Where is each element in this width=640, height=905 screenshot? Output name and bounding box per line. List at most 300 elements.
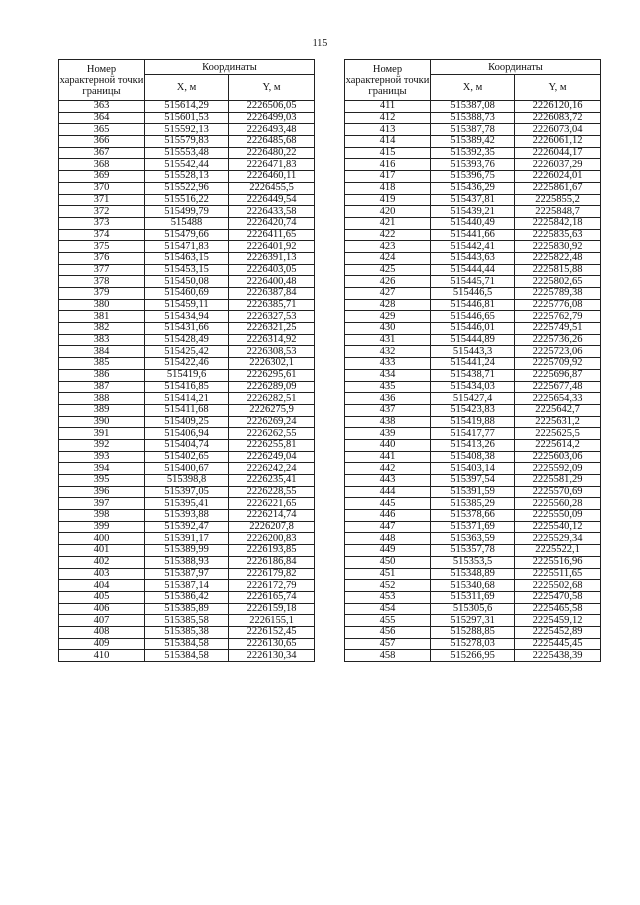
x-coordinate-cell: 515446,65	[431, 311, 515, 323]
y-coordinate-cell: 2226282,51	[229, 393, 315, 405]
table-row	[59, 147, 315, 159]
point-number-cell: 373	[59, 217, 145, 229]
x-coordinate-cell: 515406,94	[145, 428, 229, 440]
y-header: Y, м	[229, 75, 315, 101]
point-number-cell: 389	[59, 404, 145, 416]
table-row	[345, 264, 601, 276]
point-number-cell: 378	[59, 276, 145, 288]
table-row	[59, 568, 315, 580]
x-coordinate-cell: 515416,85	[145, 381, 229, 393]
table-row	[59, 136, 315, 148]
point-number-cell: 365	[59, 124, 145, 136]
point-number-cell: 448	[345, 533, 431, 545]
table-row	[345, 451, 601, 463]
table-row	[345, 112, 601, 124]
y-coordinate-cell: 2225459,12	[515, 615, 601, 627]
y-coordinate-cell: 2225723,06	[515, 346, 601, 358]
table-row	[59, 323, 315, 335]
point-number-cell: 414	[345, 136, 431, 148]
y-coordinate-cell: 2226400,48	[229, 276, 315, 288]
point-number-cell: 418	[345, 182, 431, 194]
point-number-cell: 377	[59, 264, 145, 276]
point-number-cell: 397	[59, 498, 145, 510]
table-row	[345, 101, 601, 113]
x-coordinate-cell: 515391,59	[431, 486, 515, 498]
table-row	[345, 591, 601, 603]
table-row	[345, 626, 601, 638]
x-coordinate-cell: 515409,25	[145, 416, 229, 428]
y-coordinate-cell: 2226255,81	[229, 439, 315, 451]
y-coordinate-cell: 2226433,58	[229, 206, 315, 218]
y-coordinate-cell: 2225776,08	[515, 299, 601, 311]
table-row	[345, 568, 601, 580]
table-row	[345, 556, 601, 568]
table-row	[59, 334, 315, 346]
y-coordinate-cell: 2226420,74	[229, 217, 315, 229]
x-coordinate-cell: 515385,38	[145, 626, 229, 638]
y-coordinate-cell: 2226221,65	[229, 498, 315, 510]
point-number-cell: 434	[345, 369, 431, 381]
y-coordinate-cell: 2225603,06	[515, 451, 601, 463]
point-number-cell: 425	[345, 264, 431, 276]
y-coordinate-cell: 2226152,45	[229, 626, 315, 638]
point-number-cell: 416	[345, 159, 431, 171]
x-coordinate-cell: 515389,99	[145, 545, 229, 557]
x-coordinate-cell: 515363,59	[431, 533, 515, 545]
table-row	[345, 311, 601, 323]
x-coordinate-cell: 515340,68	[431, 580, 515, 592]
x-coordinate-cell: 515425,42	[145, 346, 229, 358]
y-coordinate-cell: 2225560,28	[515, 498, 601, 510]
y-coordinate-cell: 2225550,09	[515, 510, 601, 522]
table-row	[59, 264, 315, 276]
table-row	[59, 369, 315, 381]
point-number-cell: 430	[345, 323, 431, 335]
table-row	[345, 615, 601, 627]
y-coordinate-cell: 2225529,34	[515, 533, 601, 545]
table-row	[345, 498, 601, 510]
table-row	[59, 217, 315, 229]
point-number-cell: 442	[345, 463, 431, 475]
x-coordinate-cell: 515297,31	[431, 615, 515, 627]
y-coordinate-cell: 2226289,09	[229, 381, 315, 393]
point-number-cell: 440	[345, 439, 431, 451]
point-number-cell: 419	[345, 194, 431, 206]
x-coordinate-cell: 515446,5	[431, 288, 515, 300]
point-number-cell: 363	[59, 101, 145, 113]
table-row	[59, 358, 315, 370]
point-number-cell: 447	[345, 521, 431, 533]
x-coordinate-cell: 515388,93	[145, 556, 229, 568]
x-coordinate-cell: 515371,69	[431, 521, 515, 533]
point-number-cell: 431	[345, 334, 431, 346]
y-coordinate-cell: 2225736,26	[515, 334, 601, 346]
point-number-cell: 405	[59, 591, 145, 603]
y-coordinate-cell: 2226401,92	[229, 241, 315, 253]
y-coordinate-cell: 2226249,04	[229, 451, 315, 463]
x-coordinate-cell: 515614,29	[145, 101, 229, 113]
y-coordinate-cell: 2225642,7	[515, 404, 601, 416]
table-row	[59, 475, 315, 487]
table-row	[59, 112, 315, 124]
table-row	[345, 650, 601, 662]
y-coordinate-cell: 2225465,58	[515, 603, 601, 615]
point-number-cell: 384	[59, 346, 145, 358]
x-coordinate-cell: 515459,11	[145, 299, 229, 311]
x-coordinate-cell: 515387,97	[145, 568, 229, 580]
table-row	[345, 580, 601, 592]
x-coordinate-cell: 515444,44	[431, 264, 515, 276]
table-row	[345, 533, 601, 545]
x-coordinate-cell: 515439,21	[431, 206, 515, 218]
point-number-cell: 374	[59, 229, 145, 241]
x-coordinate-cell: 515395,41	[145, 498, 229, 510]
y-coordinate-cell: 2226471,83	[229, 159, 315, 171]
point-number-cell: 444	[345, 486, 431, 498]
y-coordinate-cell: 2226269,24	[229, 416, 315, 428]
y-coordinate-cell: 2225861,67	[515, 182, 601, 194]
table-row	[345, 252, 601, 264]
table-row	[345, 334, 601, 346]
y-coordinate-cell: 2226411,65	[229, 229, 315, 241]
y-coordinate-cell: 2226179,82	[229, 568, 315, 580]
y-coordinate-cell: 2226200,83	[229, 533, 315, 545]
point-number-cell: 407	[59, 615, 145, 627]
y-coordinate-cell: 2226155,1	[229, 615, 315, 627]
x-coordinate-cell: 515442,41	[431, 241, 515, 253]
table-row	[345, 416, 601, 428]
y-coordinate-cell: 2226302,1	[229, 358, 315, 370]
point-number-cell: 443	[345, 475, 431, 487]
y-coordinate-cell: 2225522,1	[515, 545, 601, 557]
point-number-cell: 424	[345, 252, 431, 264]
x-coordinate-cell: 515388,73	[431, 112, 515, 124]
x-coordinate-cell: 515471,83	[145, 241, 229, 253]
point-number-cell: 408	[59, 626, 145, 638]
point-number-cell: 450	[345, 556, 431, 568]
x-coordinate-cell: 515404,74	[145, 439, 229, 451]
table-row	[345, 171, 601, 183]
y-coordinate-cell: 2225452,89	[515, 626, 601, 638]
point-number-cell: 370	[59, 182, 145, 194]
point-number-cell: 404	[59, 580, 145, 592]
x-coordinate-cell: 515440,49	[431, 217, 515, 229]
y-coordinate-cell: 2226214,74	[229, 510, 315, 522]
x-coordinate-cell: 515460,69	[145, 288, 229, 300]
y-coordinate-cell: 2226207,8	[229, 521, 315, 533]
table-row	[59, 241, 315, 253]
y-coordinate-cell: 2225470,58	[515, 591, 601, 603]
point-number-cell: 368	[59, 159, 145, 171]
x-coordinate-cell: 515479,66	[145, 229, 229, 241]
y-coordinate-cell: 2225570,69	[515, 486, 601, 498]
x-coordinate-cell: 515392,47	[145, 521, 229, 533]
point-number-cell: 396	[59, 486, 145, 498]
point-number-cell: 393	[59, 451, 145, 463]
table-row	[345, 159, 601, 171]
y-coordinate-cell: 2225581,29	[515, 475, 601, 487]
table-body	[59, 101, 315, 662]
x-coordinate-cell: 515389,42	[431, 136, 515, 148]
x-coordinate-cell: 515443,63	[431, 252, 515, 264]
x-coordinate-cell: 515387,78	[431, 124, 515, 136]
y-coordinate-cell: 2226493,48	[229, 124, 315, 136]
x-coordinate-cell: 515422,46	[145, 358, 229, 370]
point-number-cell: 392	[59, 439, 145, 451]
x-coordinate-cell: 515392,35	[431, 147, 515, 159]
y-coordinate-cell: 2226327,53	[229, 311, 315, 323]
table-row	[59, 404, 315, 416]
table-row	[59, 545, 315, 557]
table-row	[345, 463, 601, 475]
table-row	[345, 475, 601, 487]
x-coordinate-cell: 515386,42	[145, 591, 229, 603]
table-row	[59, 650, 315, 662]
x-coordinate-cell: 515592,13	[145, 124, 229, 136]
x-header: X, м	[145, 75, 229, 101]
y-coordinate-cell: 2226391,13	[229, 252, 315, 264]
point-number-cell: 451	[345, 568, 431, 580]
x-coordinate-cell: 515414,21	[145, 393, 229, 405]
y-coordinate-cell: 2225789,38	[515, 288, 601, 300]
table-row	[345, 124, 601, 136]
y-coordinate-cell: 2226120,16	[515, 101, 601, 113]
y-coordinate-cell: 2226186,84	[229, 556, 315, 568]
point-number-cell: 400	[59, 533, 145, 545]
x-coordinate-cell: 515419,6	[145, 369, 229, 381]
point-number-cell: 452	[345, 580, 431, 592]
x-coordinate-cell: 515378,66	[431, 510, 515, 522]
table-row	[59, 638, 315, 650]
point-number-cell: 380	[59, 299, 145, 311]
y-coordinate-cell: 2225855,2	[515, 194, 601, 206]
table-row	[345, 369, 601, 381]
x-coordinate-cell: 515453,15	[145, 264, 229, 276]
table-row	[345, 486, 601, 498]
x-coordinate-cell: 515397,05	[145, 486, 229, 498]
x-coordinate-cell: 515434,94	[145, 311, 229, 323]
table-row	[345, 439, 601, 451]
point-number-cell: 428	[345, 299, 431, 311]
point-number-cell: 454	[345, 603, 431, 615]
table-row	[345, 299, 601, 311]
y-coordinate-cell: 2226449,54	[229, 194, 315, 206]
table-row	[59, 521, 315, 533]
y-coordinate-cell: 2225842,18	[515, 217, 601, 229]
table-row	[345, 404, 601, 416]
x-coordinate-cell: 515528,13	[145, 171, 229, 183]
table-row	[345, 393, 601, 405]
y-coordinate-cell: 2225830,92	[515, 241, 601, 253]
point-number-cell: 381	[59, 311, 145, 323]
x-coordinate-cell: 515398,8	[145, 475, 229, 487]
x-coordinate-cell: 515417,77	[431, 428, 515, 440]
table-row	[345, 229, 601, 241]
point-number-cell: 449	[345, 545, 431, 557]
x-coordinate-cell: 515443,3	[431, 346, 515, 358]
table-row	[345, 147, 601, 159]
point-number-cell: 427	[345, 288, 431, 300]
y-coordinate-cell: 2225709,92	[515, 358, 601, 370]
point-number-cell: 429	[345, 311, 431, 323]
point-number-cell: 420	[345, 206, 431, 218]
x-coordinate-cell: 515579,83	[145, 136, 229, 148]
x-coordinate-cell: 515444,89	[431, 334, 515, 346]
point-number-cell: 379	[59, 288, 145, 300]
table-row	[59, 276, 315, 288]
y-coordinate-cell: 2226228,55	[229, 486, 315, 498]
y-coordinate-cell: 2225592,09	[515, 463, 601, 475]
table-row	[59, 252, 315, 264]
table-row	[59, 101, 315, 113]
table-row	[59, 556, 315, 568]
y-coordinate-cell: 2226308,53	[229, 346, 315, 358]
point-number-cell: 372	[59, 206, 145, 218]
x-coordinate-cell: 515434,03	[431, 381, 515, 393]
point-number-cell: 403	[59, 568, 145, 580]
y-coordinate-cell: 2225445,45	[515, 638, 601, 650]
x-coordinate-cell: 515348,89	[431, 568, 515, 580]
table-row	[59, 393, 315, 405]
point-number-cell: 423	[345, 241, 431, 253]
x-coordinate-cell: 515393,88	[145, 510, 229, 522]
table-row	[345, 241, 601, 253]
x-coordinate-cell: 515387,14	[145, 580, 229, 592]
y-coordinate-cell: 2226460,11	[229, 171, 315, 183]
point-number-header: Номер характерной точки границы	[59, 60, 145, 101]
point-number-cell: 412	[345, 112, 431, 124]
y-coordinate-cell: 2226480,22	[229, 147, 315, 159]
y-coordinate-cell: 2225540,12	[515, 521, 601, 533]
y-coordinate-cell: 2226321,25	[229, 323, 315, 335]
x-coordinate-cell: 515441,66	[431, 229, 515, 241]
x-coordinate-cell: 515305,6	[431, 603, 515, 615]
table-row	[345, 346, 601, 358]
table-row	[345, 603, 601, 615]
y-coordinate-cell: 2226130,65	[229, 638, 315, 650]
table-row	[59, 381, 315, 393]
y-coordinate-cell: 2225822,48	[515, 252, 601, 264]
point-number-cell: 436	[345, 393, 431, 405]
y-coordinate-cell: 2226024,01	[515, 171, 601, 183]
point-number-cell: 445	[345, 498, 431, 510]
x-coordinate-cell: 515397,54	[431, 475, 515, 487]
table-row	[59, 288, 315, 300]
table-row	[345, 510, 601, 522]
y-coordinate-cell: 2226295,61	[229, 369, 315, 381]
table-row	[345, 638, 601, 650]
table-row	[345, 521, 601, 533]
point-number-cell: 369	[59, 171, 145, 183]
x-coordinate-cell: 515542,44	[145, 159, 229, 171]
table-row	[345, 136, 601, 148]
point-number-cell: 422	[345, 229, 431, 241]
x-coordinate-cell: 515411,68	[145, 404, 229, 416]
table-row	[345, 545, 601, 557]
table-row	[345, 323, 601, 335]
x-coordinate-cell: 515403,14	[431, 463, 515, 475]
point-number-cell: 376	[59, 252, 145, 264]
coordinates-header: Координаты	[431, 60, 601, 75]
y-coordinate-cell: 2225762,79	[515, 311, 601, 323]
table-row	[59, 533, 315, 545]
point-number-cell: 458	[345, 650, 431, 662]
y-coordinate-cell: 2226172,79	[229, 580, 315, 592]
x-coordinate-cell: 515427,4	[431, 393, 515, 405]
x-coordinate-cell: 515522,96	[145, 182, 229, 194]
x-coordinate-cell: 515463,15	[145, 252, 229, 264]
coordinates-table-left	[58, 59, 315, 662]
table-row	[345, 381, 601, 393]
x-coordinate-cell: 515601,53	[145, 112, 229, 124]
table-row	[59, 182, 315, 194]
point-number-header: Номер характерной точки границы	[345, 60, 431, 101]
point-number-cell: 441	[345, 451, 431, 463]
table-row	[59, 311, 315, 323]
y-coordinate-cell: 2226044,17	[515, 147, 601, 159]
x-coordinate-cell: 515391,17	[145, 533, 229, 545]
x-coordinate-cell: 515450,08	[145, 276, 229, 288]
x-coordinate-cell: 515446,01	[431, 323, 515, 335]
table-row	[59, 171, 315, 183]
point-number-cell: 394	[59, 463, 145, 475]
point-number-cell: 438	[345, 416, 431, 428]
point-number-cell: 406	[59, 603, 145, 615]
x-coordinate-cell: 515431,66	[145, 323, 229, 335]
x-coordinate-cell: 515402,65	[145, 451, 229, 463]
table-row	[59, 591, 315, 603]
x-coordinate-cell: 515441,24	[431, 358, 515, 370]
table-row	[345, 217, 601, 229]
point-number-cell: 383	[59, 334, 145, 346]
table-row	[59, 428, 315, 440]
y-coordinate-cell: 2225511,65	[515, 568, 601, 580]
table-row	[59, 159, 315, 171]
y-coordinate-cell: 2226499,03	[229, 112, 315, 124]
y-coordinate-cell: 2226403,05	[229, 264, 315, 276]
x-coordinate-cell: 515408,38	[431, 451, 515, 463]
x-coordinate-cell: 515266,95	[431, 650, 515, 662]
table-row	[59, 346, 315, 358]
table-row	[345, 428, 601, 440]
table-row	[59, 451, 315, 463]
table-row	[59, 626, 315, 638]
y-coordinate-cell: 2225625,5	[515, 428, 601, 440]
y-coordinate-cell: 2226083,72	[515, 112, 601, 124]
point-number-cell: 456	[345, 626, 431, 638]
point-number-cell: 432	[345, 346, 431, 358]
x-coordinate-cell: 515311,69	[431, 591, 515, 603]
table-row	[59, 124, 315, 136]
x-coordinate-cell: 515553,48	[145, 147, 229, 159]
point-number-cell: 426	[345, 276, 431, 288]
point-number-cell: 417	[345, 171, 431, 183]
y-coordinate-cell: 2226387,84	[229, 288, 315, 300]
y-coordinate-cell: 2226385,71	[229, 299, 315, 311]
point-number-cell: 457	[345, 638, 431, 650]
coordinates-table-right	[344, 59, 601, 662]
x-coordinate-cell: 515385,58	[145, 615, 229, 627]
x-coordinate-cell: 515445,71	[431, 276, 515, 288]
table-row	[59, 229, 315, 241]
y-coordinate-cell: 2225815,88	[515, 264, 601, 276]
y-coordinate-cell: 2225502,68	[515, 580, 601, 592]
x-coordinate-cell: 515385,29	[431, 498, 515, 510]
y-coordinate-cell: 2226073,04	[515, 124, 601, 136]
y-coordinate-cell: 2225677,48	[515, 381, 601, 393]
point-number-cell: 364	[59, 112, 145, 124]
point-number-cell: 386	[59, 369, 145, 381]
